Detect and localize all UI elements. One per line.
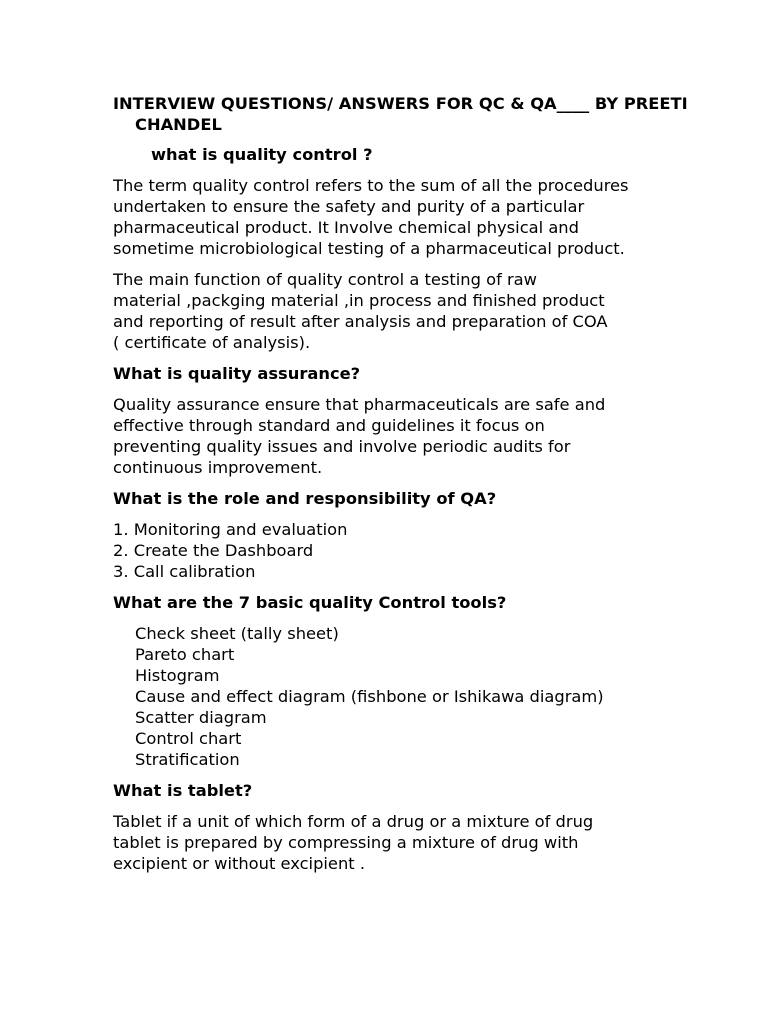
document-page	[113, 93, 703, 884]
list-item: Histogram	[135, 666, 220, 685]
answer-paragraph-quality-control-function: The main function of quality control a testing of raw material ,packging material ,in process and finished product and reporting of result after analysis and preparation of COA ( certificate of analysis).	[113, 270, 608, 352]
document-title: INTERVIEW QUESTIONS/ ANSWERS FOR QC & QA____ BY PREETI CHANDEL	[113, 94, 688, 134]
question-heading-qa-role: What is the role and responsibility of QA?	[113, 489, 497, 508]
question-heading-quality-control: what is quality control ?	[151, 145, 373, 164]
list-item: Scatter diagram	[135, 708, 267, 727]
list-item: 2. Create the Dashboard	[113, 541, 314, 560]
list-item: Stratification	[135, 750, 240, 769]
list-item: 1. Monitoring and evaluation	[113, 520, 348, 539]
list-item: Control chart	[135, 729, 242, 748]
list-item: Cause and effect diagram (fishbone or Ishikawa diagram)	[135, 687, 604, 706]
question-heading-tablet: What is tablet?	[113, 781, 253, 800]
list-item: Check sheet (tally sheet)	[135, 624, 339, 643]
question-heading-quality-assurance: What is quality assurance?	[113, 364, 361, 383]
qc-tools-list	[113, 623, 703, 770]
list-item: Pareto chart	[135, 645, 235, 664]
answer-paragraph-quality-control-definition: The term quality control refers to the sum of all the procedures undertaken to ensure the safety and purity of a particular pharmaceutical product. It Involve chemical physical and sometime microbiological testing of a pharmaceutical product.	[113, 176, 629, 258]
answer-paragraph-quality-assurance: Quality assurance ensure that pharmaceuticals are safe and effective through standard and guidelines it focus on preventing quality issues and involve periodic audits for continuous improvement.	[113, 395, 606, 477]
qa-role-list	[113, 519, 703, 582]
question-heading-qc-tools: What are the 7 basic quality Control tools?	[113, 593, 507, 612]
answer-paragraph-tablet: Tablet if a unit of which form of a drug or a mixture of drug tablet is prepared by compressing a mixture of drug with excipient or without excipient .	[113, 812, 594, 873]
list-item: 3. Call calibration	[113, 562, 256, 581]
